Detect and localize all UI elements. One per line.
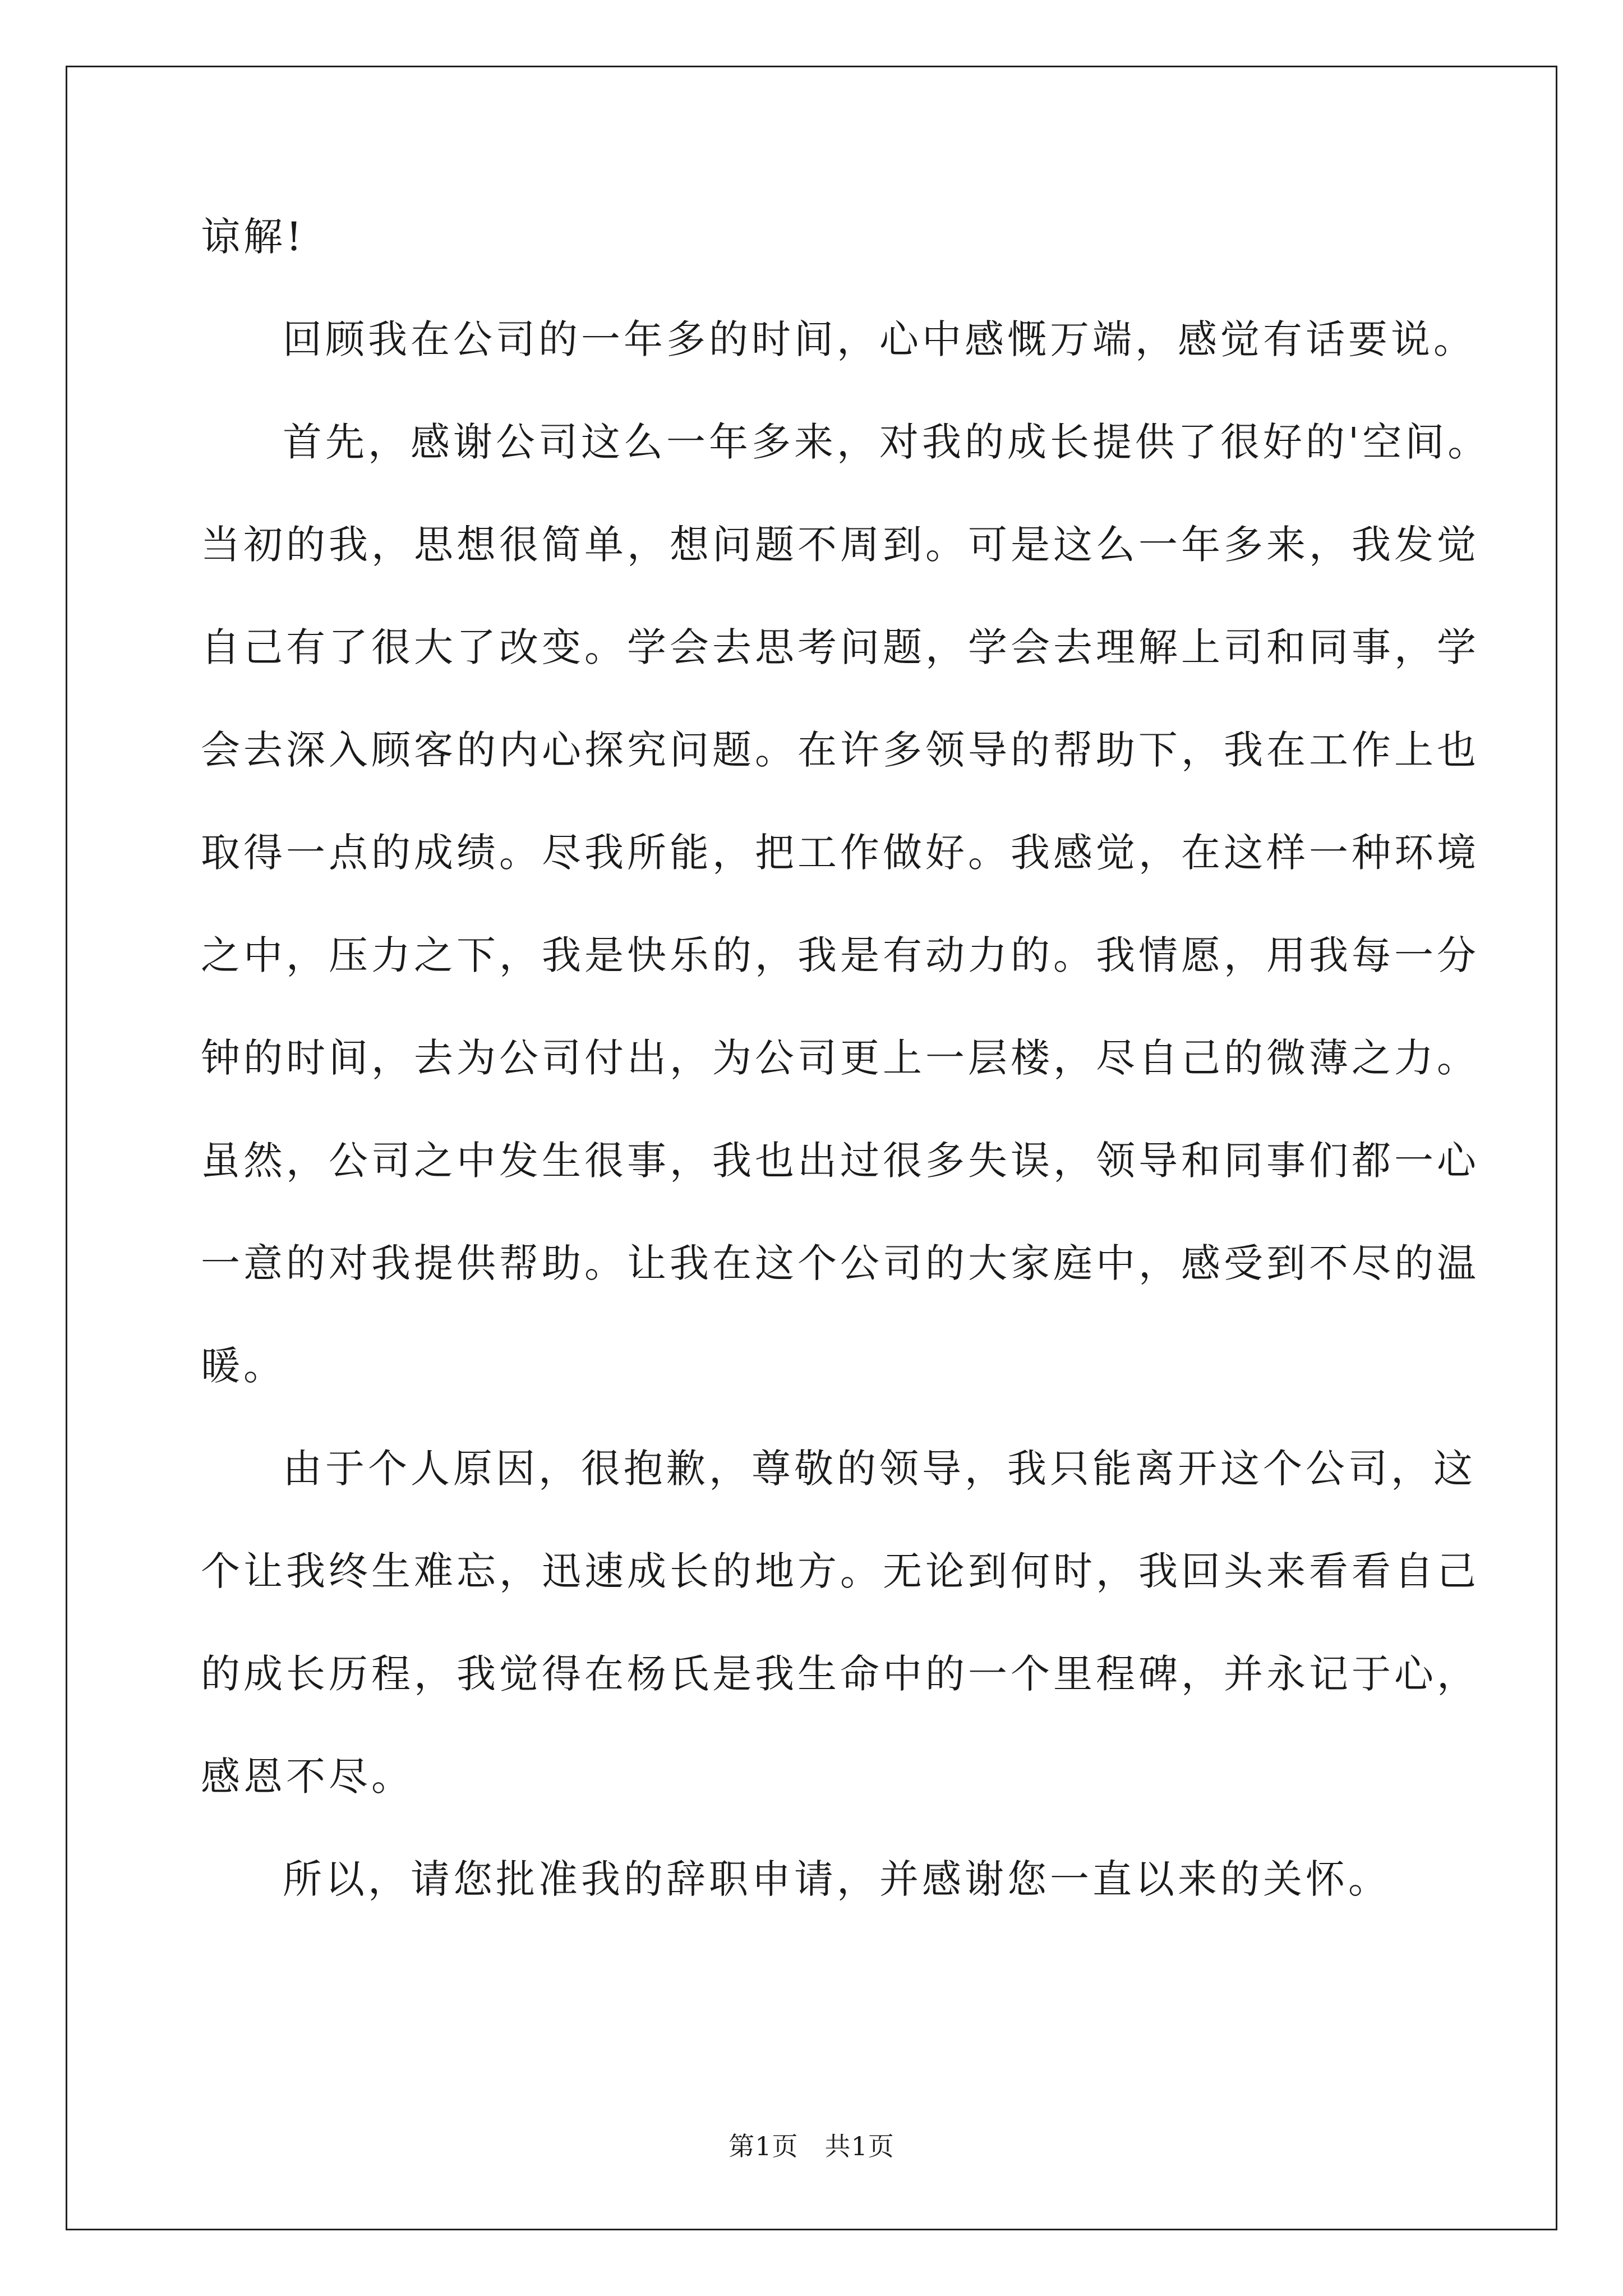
text-line: 会去深入顾客的内心探究问题。在许多领导的帮助下，我在工作上也 — [201, 727, 1479, 773]
text-line: 取得一点的成绩。尽我所能，把工作做好。我感觉，在这样一种环境 — [201, 830, 1479, 876]
text-line: 当初的我，思想很简单，想问题不周到。可是这么一年多来，我发觉 — [201, 522, 1479, 568]
text-line: 的成长历程，我觉得在杨氏是我生命中的一个里程碑，并永记于心， — [201, 1651, 1479, 1697]
text-line: 个让我终生难忘，迅速成长的地方。无论到何时，我回头来看看自己 — [201, 1548, 1479, 1594]
text-line: 虽然，公司之中发生很事，我也出过很多失误，领导和同事们都一心 — [201, 1138, 1479, 1184]
paragraph-start: 所以，请您批准我的辞职申请，并感谢您一直以来的关怀。 — [283, 1856, 1391, 1902]
text-line: 谅解! — [201, 214, 306, 260]
text-line: 感恩不尽。 — [201, 1754, 414, 1800]
paragraph-start: 首先，感谢公司这么一年多来，对我的成长提供了很好的'空间。 — [283, 419, 1491, 465]
page-number-footer: 第1页 共1页 — [728, 2131, 895, 2161]
paragraph-start: 由于个人原因，很抱歉，尊敬的领导，我只能离开这个公司，这 — [283, 1446, 1476, 1492]
text-line: 之中，压力之下，我是快乐的，我是有动力的。我情愿，用我每一分 — [201, 932, 1479, 978]
text-line: 一意的对我提供帮助。让我在这个公司的大家庭中，感受到不尽的温 — [201, 1240, 1479, 1286]
paragraph-start: 回顾我在公司的一年多的时间，心中感慨万端，感觉有话要说。 — [283, 316, 1476, 362]
text-line: 钟的时间，去为公司付出，为公司更上一层楼，尽自己的微薄之力。 — [201, 1035, 1479, 1081]
text-line: 暖。 — [201, 1343, 286, 1389]
text-line: 自己有了很大了改变。学会去思考问题，学会去理解上司和同事，学 — [201, 624, 1479, 670]
document-body — [201, 209, 1491, 1954]
